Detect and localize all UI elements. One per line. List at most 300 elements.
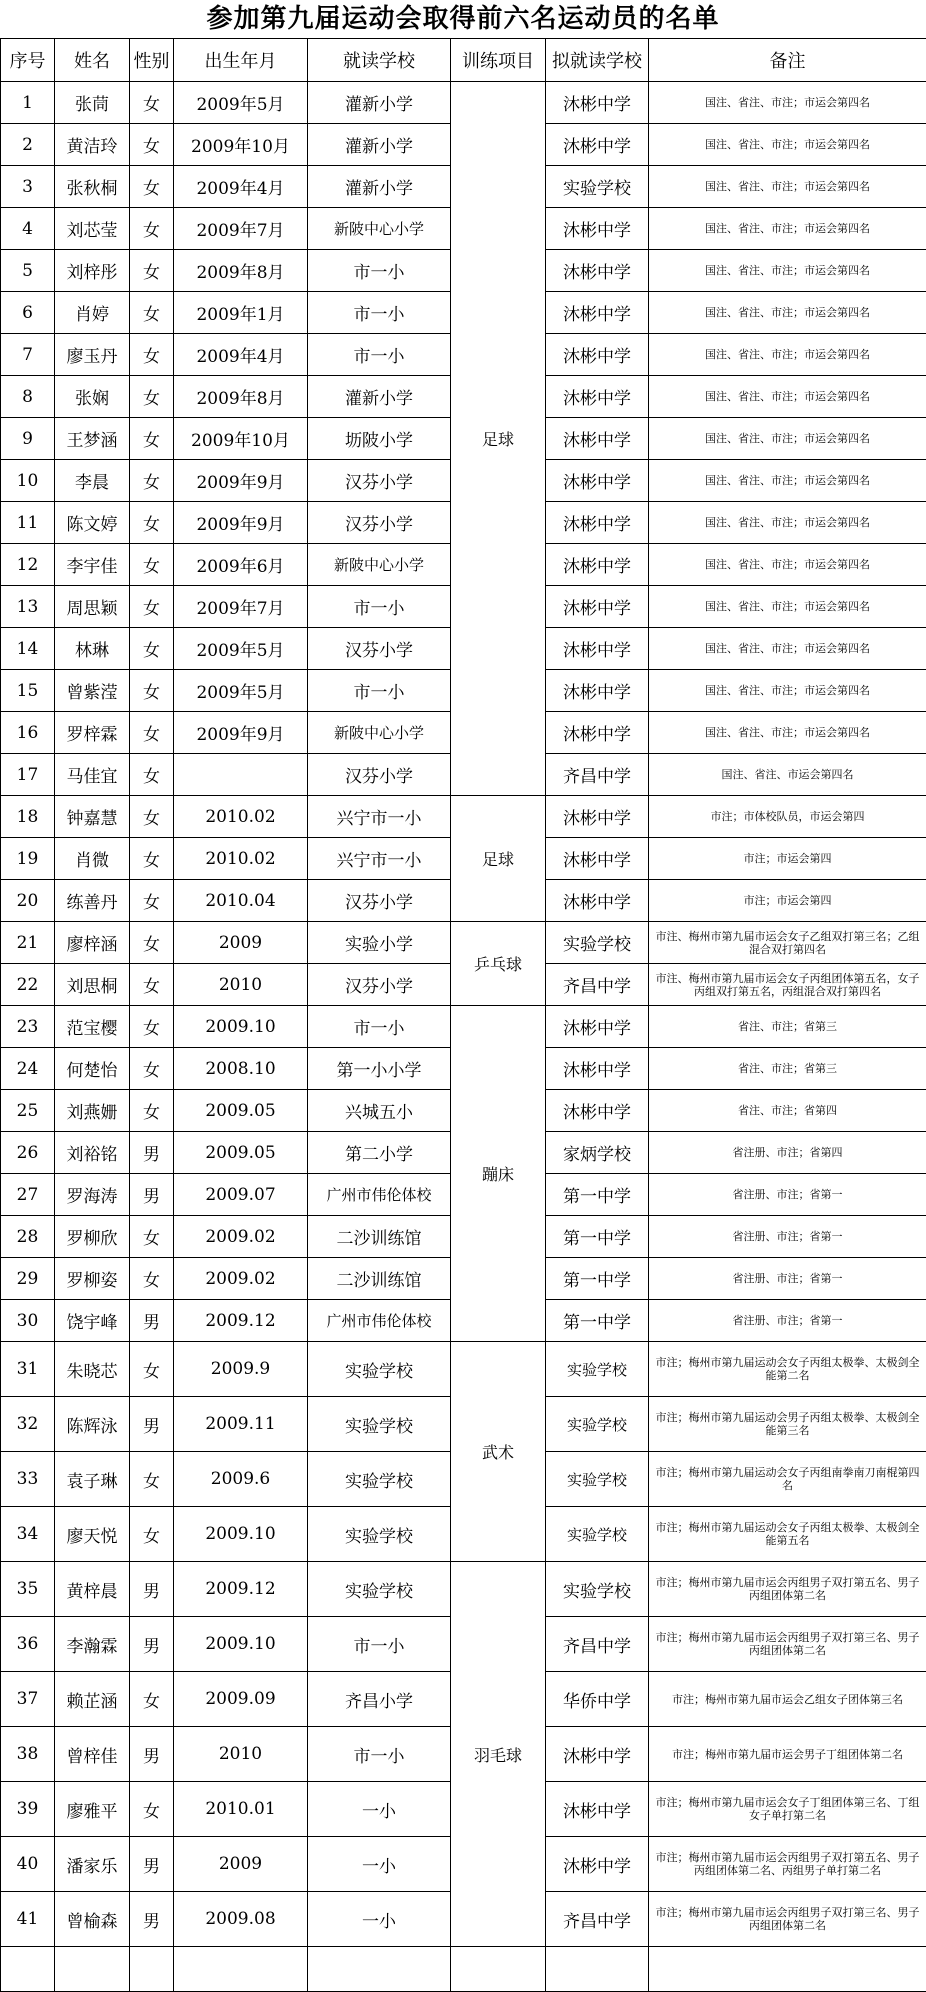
target-school-cell: 沐彬中学 bbox=[546, 712, 649, 754]
target-school-cell: 沐彬中学 bbox=[546, 376, 649, 418]
empty-cell bbox=[649, 1947, 926, 1992]
school-cell: 汉芬小学 bbox=[308, 628, 451, 670]
no-cell: 39 bbox=[1, 1782, 55, 1837]
note-cell: 省注册、市注；省第四 bbox=[649, 1132, 926, 1174]
name-cell: 张秋桐 bbox=[55, 166, 130, 208]
gender-cell: 女 bbox=[130, 1216, 174, 1258]
gender-cell: 女 bbox=[130, 1090, 174, 1132]
name-cell: 周思颖 bbox=[55, 586, 130, 628]
birth-cell: 2009.02 bbox=[174, 1258, 308, 1300]
birth-cell: 2009.11 bbox=[174, 1397, 308, 1452]
school-cell: 实验学校 bbox=[308, 1397, 451, 1452]
name-cell: 钟嘉慧 bbox=[55, 796, 130, 838]
gender-cell: 女 bbox=[130, 1782, 174, 1837]
school-cell: 市一小 bbox=[308, 292, 451, 334]
note-cell: 国注、省注、市注；市运会第四名 bbox=[649, 670, 926, 712]
note-cell: 省注册、市注；省第一 bbox=[649, 1258, 926, 1300]
gender-cell: 女 bbox=[130, 1258, 174, 1300]
birth-cell: 2009 bbox=[174, 922, 308, 964]
no-cell: 6 bbox=[1, 292, 55, 334]
target-school-cell: 沐彬中学 bbox=[546, 1090, 649, 1132]
target-school-cell: 华侨中学 bbox=[546, 1672, 649, 1727]
no-cell: 21 bbox=[1, 922, 55, 964]
school-cell: 实验学校 bbox=[308, 1562, 451, 1617]
page-title: 参加第九届运动会取得前六名运动员的名单 bbox=[0, 0, 926, 38]
target-school-cell: 沐彬中学 bbox=[546, 1048, 649, 1090]
birth-cell: 2009年9月 bbox=[174, 712, 308, 754]
project-cell: 足球 bbox=[451, 82, 546, 796]
birth-cell: 2009.12 bbox=[174, 1300, 308, 1342]
no-cell: 29 bbox=[1, 1258, 55, 1300]
note-cell: 国注、省注、市注；市运会第四名 bbox=[649, 124, 926, 166]
target-school-cell: 沐彬中学 bbox=[546, 1782, 649, 1837]
gender-cell: 女 bbox=[130, 712, 174, 754]
header-cell-birth: 出生年月 bbox=[174, 39, 308, 82]
gender-cell: 女 bbox=[130, 670, 174, 712]
gender-cell: 女 bbox=[130, 1342, 174, 1397]
school-cell: 一小 bbox=[308, 1892, 451, 1947]
name-cell: 潘家乐 bbox=[55, 1837, 130, 1892]
birth-cell: 2009.6 bbox=[174, 1452, 308, 1507]
name-cell: 曾紫滢 bbox=[55, 670, 130, 712]
school-cell: 兴宁市一小 bbox=[308, 796, 451, 838]
name-cell: 袁子琳 bbox=[55, 1452, 130, 1507]
target-school-cell: 第一中学 bbox=[546, 1174, 649, 1216]
name-cell: 廖天悦 bbox=[55, 1507, 130, 1562]
name-cell: 刘思桐 bbox=[55, 964, 130, 1006]
target-school-cell: 沐彬中学 bbox=[546, 880, 649, 922]
note-cell: 国注、省注、市注；市运会第四名 bbox=[649, 208, 926, 250]
school-cell: 实验小学 bbox=[308, 922, 451, 964]
project-cell: 武术 bbox=[451, 1342, 546, 1562]
gender-cell: 男 bbox=[130, 1132, 174, 1174]
gender-cell: 女 bbox=[130, 1006, 174, 1048]
header-cell-no: 序号 bbox=[1, 39, 55, 82]
school-cell: 市一小 bbox=[308, 1617, 451, 1672]
school-cell: 汉芬小学 bbox=[308, 502, 451, 544]
name-cell: 廖梓涵 bbox=[55, 922, 130, 964]
birth-cell: 2009年5月 bbox=[174, 628, 308, 670]
no-cell: 3 bbox=[1, 166, 55, 208]
school-cell: 实验学校 bbox=[308, 1507, 451, 1562]
gender-cell: 女 bbox=[130, 1048, 174, 1090]
note-cell: 国注、省注、市注；市运会第四名 bbox=[649, 334, 926, 376]
header-row bbox=[1, 39, 926, 82]
target-school-cell: 实验学校 bbox=[546, 1562, 649, 1617]
no-cell: 34 bbox=[1, 1507, 55, 1562]
name-cell: 廖玉丹 bbox=[55, 334, 130, 376]
header-cell-school: 就读学校 bbox=[308, 39, 451, 82]
target-school-cell: 实验学校 bbox=[546, 1342, 649, 1397]
no-cell: 5 bbox=[1, 250, 55, 292]
target-school-cell: 沐彬中学 bbox=[546, 1006, 649, 1048]
empty-cell bbox=[308, 1947, 451, 1992]
school-cell: 第二小学 bbox=[308, 1132, 451, 1174]
note-cell: 市注；梅州市第九届市运会丙组男子双打第五名、男子丙组团体第二名、丙组男子单打第二名 bbox=[649, 1837, 926, 1892]
name-cell: 林琳 bbox=[55, 628, 130, 670]
school-cell: 市一小 bbox=[308, 670, 451, 712]
target-school-cell: 沐彬中学 bbox=[546, 292, 649, 334]
gender-cell: 女 bbox=[130, 964, 174, 1006]
note-cell: 省注、市注；省第三 bbox=[649, 1006, 926, 1048]
note-cell: 国注、省注、市注；市运会第四名 bbox=[649, 418, 926, 460]
gender-cell: 男 bbox=[130, 1174, 174, 1216]
no-cell: 23 bbox=[1, 1006, 55, 1048]
birth-cell: 2010 bbox=[174, 964, 308, 1006]
empty-cell bbox=[130, 1947, 174, 1992]
gender-cell: 女 bbox=[130, 82, 174, 124]
school-cell: 兴城五小 bbox=[308, 1090, 451, 1132]
target-school-cell: 沐彬中学 bbox=[546, 586, 649, 628]
empty-cell bbox=[1, 1947, 55, 1992]
target-school-cell: 沐彬中学 bbox=[546, 796, 649, 838]
no-cell: 30 bbox=[1, 1300, 55, 1342]
note-cell: 市注；市运会第四 bbox=[649, 880, 926, 922]
name-cell: 朱晓芯 bbox=[55, 1342, 130, 1397]
target-school-cell: 沐彬中学 bbox=[546, 628, 649, 670]
birth-cell: 2009年5月 bbox=[174, 670, 308, 712]
gender-cell: 女 bbox=[130, 544, 174, 586]
name-cell: 刘裕铭 bbox=[55, 1132, 130, 1174]
birth-cell: 2009年10月 bbox=[174, 418, 308, 460]
no-cell: 14 bbox=[1, 628, 55, 670]
no-cell: 38 bbox=[1, 1727, 55, 1782]
no-cell: 10 bbox=[1, 460, 55, 502]
no-cell: 33 bbox=[1, 1452, 55, 1507]
target-school-cell: 沐彬中学 bbox=[546, 544, 649, 586]
name-cell: 陈文婷 bbox=[55, 502, 130, 544]
gender-cell: 女 bbox=[130, 1672, 174, 1727]
project-cell: 足球 bbox=[451, 796, 546, 922]
note-cell: 国注、省注、市注；市运会第四名 bbox=[649, 460, 926, 502]
school-cell: 灌新小学 bbox=[308, 82, 451, 124]
note-cell: 国注、省注、市注；市运会第四名 bbox=[649, 712, 926, 754]
name-cell: 肖微 bbox=[55, 838, 130, 880]
name-cell: 黄洁玲 bbox=[55, 124, 130, 166]
gender-cell: 女 bbox=[130, 796, 174, 838]
gender-cell: 男 bbox=[130, 1617, 174, 1672]
birth-cell: 2009年7月 bbox=[174, 586, 308, 628]
school-cell: 一小 bbox=[308, 1782, 451, 1837]
project-cell: 羽毛球 bbox=[451, 1562, 546, 1947]
target-school-cell: 沐彬中学 bbox=[546, 460, 649, 502]
gender-cell: 女 bbox=[130, 460, 174, 502]
target-school-cell: 齐昌中学 bbox=[546, 754, 649, 796]
target-school-cell: 沐彬中学 bbox=[546, 670, 649, 712]
name-cell: 罗梓霖 bbox=[55, 712, 130, 754]
school-cell: 第一小小学 bbox=[308, 1048, 451, 1090]
name-cell: 练善丹 bbox=[55, 880, 130, 922]
note-cell: 市注；梅州市第九届运动会女子丙组太极拳、太极剑全能第五名 bbox=[649, 1507, 926, 1562]
note-cell: 国注、省注、市注；市运会第四名 bbox=[649, 166, 926, 208]
birth-cell: 2008.10 bbox=[174, 1048, 308, 1090]
birth-cell: 2009年5月 bbox=[174, 82, 308, 124]
birth-cell: 2009年10月 bbox=[174, 124, 308, 166]
gender-cell: 男 bbox=[130, 1727, 174, 1782]
target-school-cell: 实验学校 bbox=[546, 922, 649, 964]
name-cell: 陈辉泳 bbox=[55, 1397, 130, 1452]
target-school-cell: 实验学校 bbox=[546, 1397, 649, 1452]
target-school-cell: 沐彬中学 bbox=[546, 82, 649, 124]
name-cell: 刘燕姗 bbox=[55, 1090, 130, 1132]
school-cell: 市一小 bbox=[308, 586, 451, 628]
target-school-cell: 齐昌中学 bbox=[546, 964, 649, 1006]
table-row bbox=[1, 1342, 926, 1397]
note-cell: 市注；梅州市第九届市运会女子丁组团体第三名、丁组女子单打第二名 bbox=[649, 1782, 926, 1837]
school-cell: 新陂中心小学 bbox=[308, 208, 451, 250]
gender-cell: 女 bbox=[130, 292, 174, 334]
name-cell: 王梦涵 bbox=[55, 418, 130, 460]
name-cell: 曾榆森 bbox=[55, 1892, 130, 1947]
name-cell: 张娴 bbox=[55, 376, 130, 418]
birth-cell: 2009.9 bbox=[174, 1342, 308, 1397]
empty-row bbox=[1, 1947, 926, 1992]
name-cell: 刘梓彤 bbox=[55, 250, 130, 292]
birth-cell bbox=[174, 754, 308, 796]
school-cell: 新陂中心小学 bbox=[308, 544, 451, 586]
school-cell: 灌新小学 bbox=[308, 166, 451, 208]
note-cell: 国注、省注、市注；市运会第四名 bbox=[649, 586, 926, 628]
birth-cell: 2009.05 bbox=[174, 1090, 308, 1132]
gender-cell: 女 bbox=[130, 586, 174, 628]
name-cell: 肖婷 bbox=[55, 292, 130, 334]
target-school-cell: 沐彬中学 bbox=[546, 418, 649, 460]
name-cell: 饶宇峰 bbox=[55, 1300, 130, 1342]
gender-cell: 女 bbox=[130, 502, 174, 544]
gender-cell: 女 bbox=[130, 334, 174, 376]
no-cell: 16 bbox=[1, 712, 55, 754]
school-cell: 市一小 bbox=[308, 250, 451, 292]
no-cell: 28 bbox=[1, 1216, 55, 1258]
note-cell: 省注册、市注；省第一 bbox=[649, 1216, 926, 1258]
target-school-cell: 齐昌中学 bbox=[546, 1892, 649, 1947]
no-cell: 41 bbox=[1, 1892, 55, 1947]
gender-cell: 女 bbox=[130, 208, 174, 250]
table-row bbox=[1, 796, 926, 838]
gender-cell: 女 bbox=[130, 1507, 174, 1562]
no-cell: 20 bbox=[1, 880, 55, 922]
target-school-cell: 沐彬中学 bbox=[546, 208, 649, 250]
school-cell: 坜陂小学 bbox=[308, 418, 451, 460]
birth-cell: 2010.02 bbox=[174, 838, 308, 880]
gender-cell: 女 bbox=[130, 376, 174, 418]
gender-cell: 男 bbox=[130, 1300, 174, 1342]
gender-cell: 男 bbox=[130, 1837, 174, 1892]
gender-cell: 女 bbox=[130, 754, 174, 796]
gender-cell: 女 bbox=[130, 922, 174, 964]
note-cell: 省注册、市注；省第一 bbox=[649, 1174, 926, 1216]
no-cell: 24 bbox=[1, 1048, 55, 1090]
gender-cell: 女 bbox=[130, 628, 174, 670]
gender-cell: 女 bbox=[130, 166, 174, 208]
target-school-cell: 沐彬中学 bbox=[546, 1727, 649, 1782]
target-school-cell: 第一中学 bbox=[546, 1216, 649, 1258]
note-cell: 国注、省注、市注；市运会第四名 bbox=[649, 628, 926, 670]
school-cell: 汉芬小学 bbox=[308, 880, 451, 922]
gender-cell: 女 bbox=[130, 124, 174, 166]
name-cell: 罗柳姿 bbox=[55, 1258, 130, 1300]
target-school-cell: 沐彬中学 bbox=[546, 838, 649, 880]
school-cell: 实验学校 bbox=[308, 1452, 451, 1507]
note-cell: 市注；梅州市第九届市运会丙组男子双打第三名、男子丙组团体第二名 bbox=[649, 1892, 926, 1947]
target-school-cell: 沐彬中学 bbox=[546, 250, 649, 292]
no-cell: 19 bbox=[1, 838, 55, 880]
name-cell: 何楚怡 bbox=[55, 1048, 130, 1090]
birth-cell: 2009年8月 bbox=[174, 250, 308, 292]
header-cell-note: 备注 bbox=[649, 39, 926, 82]
target-school-cell: 实验学校 bbox=[546, 1452, 649, 1507]
no-cell: 4 bbox=[1, 208, 55, 250]
school-cell: 二沙训练馆 bbox=[308, 1258, 451, 1300]
gender-cell: 男 bbox=[130, 1562, 174, 1617]
target-school-cell: 沐彬中学 bbox=[546, 124, 649, 166]
name-cell: 李宇佳 bbox=[55, 544, 130, 586]
school-cell: 一小 bbox=[308, 1837, 451, 1892]
note-cell: 省注册、市注；省第一 bbox=[649, 1300, 926, 1342]
birth-cell: 2009.05 bbox=[174, 1132, 308, 1174]
birth-cell: 2009.09 bbox=[174, 1672, 308, 1727]
birth-cell: 2009年6月 bbox=[174, 544, 308, 586]
school-cell: 齐昌小学 bbox=[308, 1672, 451, 1727]
birth-cell: 2009年8月 bbox=[174, 376, 308, 418]
birth-cell: 2010.04 bbox=[174, 880, 308, 922]
no-cell: 22 bbox=[1, 964, 55, 1006]
birth-cell: 2009.10 bbox=[174, 1617, 308, 1672]
note-cell: 国注、省注、市注；市运会第四名 bbox=[649, 544, 926, 586]
table-body bbox=[1, 82, 926, 1992]
no-cell: 9 bbox=[1, 418, 55, 460]
no-cell: 26 bbox=[1, 1132, 55, 1174]
no-cell: 1 bbox=[1, 82, 55, 124]
gender-cell: 男 bbox=[130, 1892, 174, 1947]
note-cell: 市注；梅州市第九届市运会丙组男子双打第三名、男子丙组团体第二名 bbox=[649, 1617, 926, 1672]
gender-cell: 女 bbox=[130, 418, 174, 460]
name-cell: 廖雅平 bbox=[55, 1782, 130, 1837]
birth-cell: 2009 bbox=[174, 1837, 308, 1892]
school-cell: 实验学校 bbox=[308, 1342, 451, 1397]
no-cell: 40 bbox=[1, 1837, 55, 1892]
project-cell: 乒乓球 bbox=[451, 922, 546, 1006]
no-cell: 7 bbox=[1, 334, 55, 376]
name-cell: 赖芷涵 bbox=[55, 1672, 130, 1727]
target-school-cell: 实验学校 bbox=[546, 166, 649, 208]
gender-cell: 男 bbox=[130, 1397, 174, 1452]
no-cell: 15 bbox=[1, 670, 55, 712]
school-cell: 市一小 bbox=[308, 334, 451, 376]
header-cell-name: 姓名 bbox=[55, 39, 130, 82]
note-cell: 市注；梅州市第九届运动会女子丙组南拳南刀南棍第四名 bbox=[649, 1452, 926, 1507]
note-cell: 省注、市注；省第三 bbox=[649, 1048, 926, 1090]
note-cell: 国注、省注、市注；市运会第四名 bbox=[649, 376, 926, 418]
note-cell: 市注；市运会第四 bbox=[649, 838, 926, 880]
name-cell: 马佳宜 bbox=[55, 754, 130, 796]
note-cell: 国注、省注、市注；市运会第四名 bbox=[649, 250, 926, 292]
project-cell: 蹦床 bbox=[451, 1006, 546, 1342]
school-cell: 汉芬小学 bbox=[308, 460, 451, 502]
no-cell: 13 bbox=[1, 586, 55, 628]
no-cell: 36 bbox=[1, 1617, 55, 1672]
table-row bbox=[1, 922, 926, 964]
table-row bbox=[1, 82, 926, 124]
birth-cell: 2009.10 bbox=[174, 1507, 308, 1562]
no-cell: 37 bbox=[1, 1672, 55, 1727]
no-cell: 11 bbox=[1, 502, 55, 544]
no-cell: 35 bbox=[1, 1562, 55, 1617]
birth-cell: 2009年4月 bbox=[174, 166, 308, 208]
birth-cell: 2009年9月 bbox=[174, 460, 308, 502]
header-cell-target-school: 拟就读学校 bbox=[546, 39, 649, 82]
birth-cell: 2009年9月 bbox=[174, 502, 308, 544]
name-cell: 李瀚霖 bbox=[55, 1617, 130, 1672]
target-school-cell: 齐昌中学 bbox=[546, 1617, 649, 1672]
note-cell: 市注；市体校队员，市运会第四 bbox=[649, 796, 926, 838]
school-cell: 灌新小学 bbox=[308, 124, 451, 166]
no-cell: 31 bbox=[1, 1342, 55, 1397]
empty-cell bbox=[546, 1947, 649, 1992]
gender-cell: 女 bbox=[130, 250, 174, 292]
no-cell: 25 bbox=[1, 1090, 55, 1132]
birth-cell: 2010 bbox=[174, 1727, 308, 1782]
no-cell: 2 bbox=[1, 124, 55, 166]
school-cell: 兴宁市一小 bbox=[308, 838, 451, 880]
note-cell: 市注、梅州市第九届市运会女子丙组团体第五名，女子丙组双打第五名，丙组混合双打第四名 bbox=[649, 964, 926, 1006]
note-cell: 市注；梅州市第九届市运会丙组男子双打第五名、男子丙组团体第二名 bbox=[649, 1562, 926, 1617]
note-cell: 国注、省注、市注；市运会第四名 bbox=[649, 502, 926, 544]
empty-cell bbox=[55, 1947, 130, 1992]
name-cell: 曾梓佳 bbox=[55, 1727, 130, 1782]
school-cell: 汉芬小学 bbox=[308, 754, 451, 796]
school-cell: 广州市伟伦体校 bbox=[308, 1300, 451, 1342]
gender-cell: 女 bbox=[130, 880, 174, 922]
birth-cell: 2010.01 bbox=[174, 1782, 308, 1837]
empty-cell bbox=[174, 1947, 308, 1992]
no-cell: 27 bbox=[1, 1174, 55, 1216]
target-school-cell: 实验学校 bbox=[546, 1507, 649, 1562]
no-cell: 8 bbox=[1, 376, 55, 418]
note-cell: 市注；梅州市第九届市运会男子丁组团体第二名 bbox=[649, 1727, 926, 1782]
note-cell: 市注；梅州市第九届运动会男子丙组太极拳、太极剑全能第三名 bbox=[649, 1397, 926, 1452]
note-cell: 国注、省注、市运会第四名 bbox=[649, 754, 926, 796]
school-cell: 新陂中心小学 bbox=[308, 712, 451, 754]
birth-cell: 2009年4月 bbox=[174, 334, 308, 376]
target-school-cell: 沐彬中学 bbox=[546, 1837, 649, 1892]
no-cell: 17 bbox=[1, 754, 55, 796]
name-cell: 罗柳欣 bbox=[55, 1216, 130, 1258]
name-cell: 范宝樱 bbox=[55, 1006, 130, 1048]
no-cell: 18 bbox=[1, 796, 55, 838]
gender-cell: 女 bbox=[130, 838, 174, 880]
school-cell: 市一小 bbox=[308, 1727, 451, 1782]
school-cell: 市一小 bbox=[308, 1006, 451, 1048]
empty-cell bbox=[451, 1947, 546, 1992]
note-cell: 省注、市注；省第四 bbox=[649, 1090, 926, 1132]
note-cell: 国注、省注、市注；市运会第四名 bbox=[649, 82, 926, 124]
name-cell: 刘芯莹 bbox=[55, 208, 130, 250]
note-cell: 国注、省注、市注；市运会第四名 bbox=[649, 292, 926, 334]
gender-cell: 女 bbox=[130, 1452, 174, 1507]
header-cell-gender: 性别 bbox=[130, 39, 174, 82]
name-cell: 张茼 bbox=[55, 82, 130, 124]
table-row bbox=[1, 1562, 926, 1617]
school-cell: 二沙训练馆 bbox=[308, 1216, 451, 1258]
no-cell: 32 bbox=[1, 1397, 55, 1452]
target-school-cell: 第一中学 bbox=[546, 1258, 649, 1300]
note-cell: 市注；梅州市第九届市运会乙组女子团体第三名 bbox=[649, 1672, 926, 1727]
target-school-cell: 沐彬中学 bbox=[546, 502, 649, 544]
name-cell: 罗海涛 bbox=[55, 1174, 130, 1216]
target-school-cell: 沐彬中学 bbox=[546, 334, 649, 376]
school-cell: 汉芬小学 bbox=[308, 964, 451, 1006]
